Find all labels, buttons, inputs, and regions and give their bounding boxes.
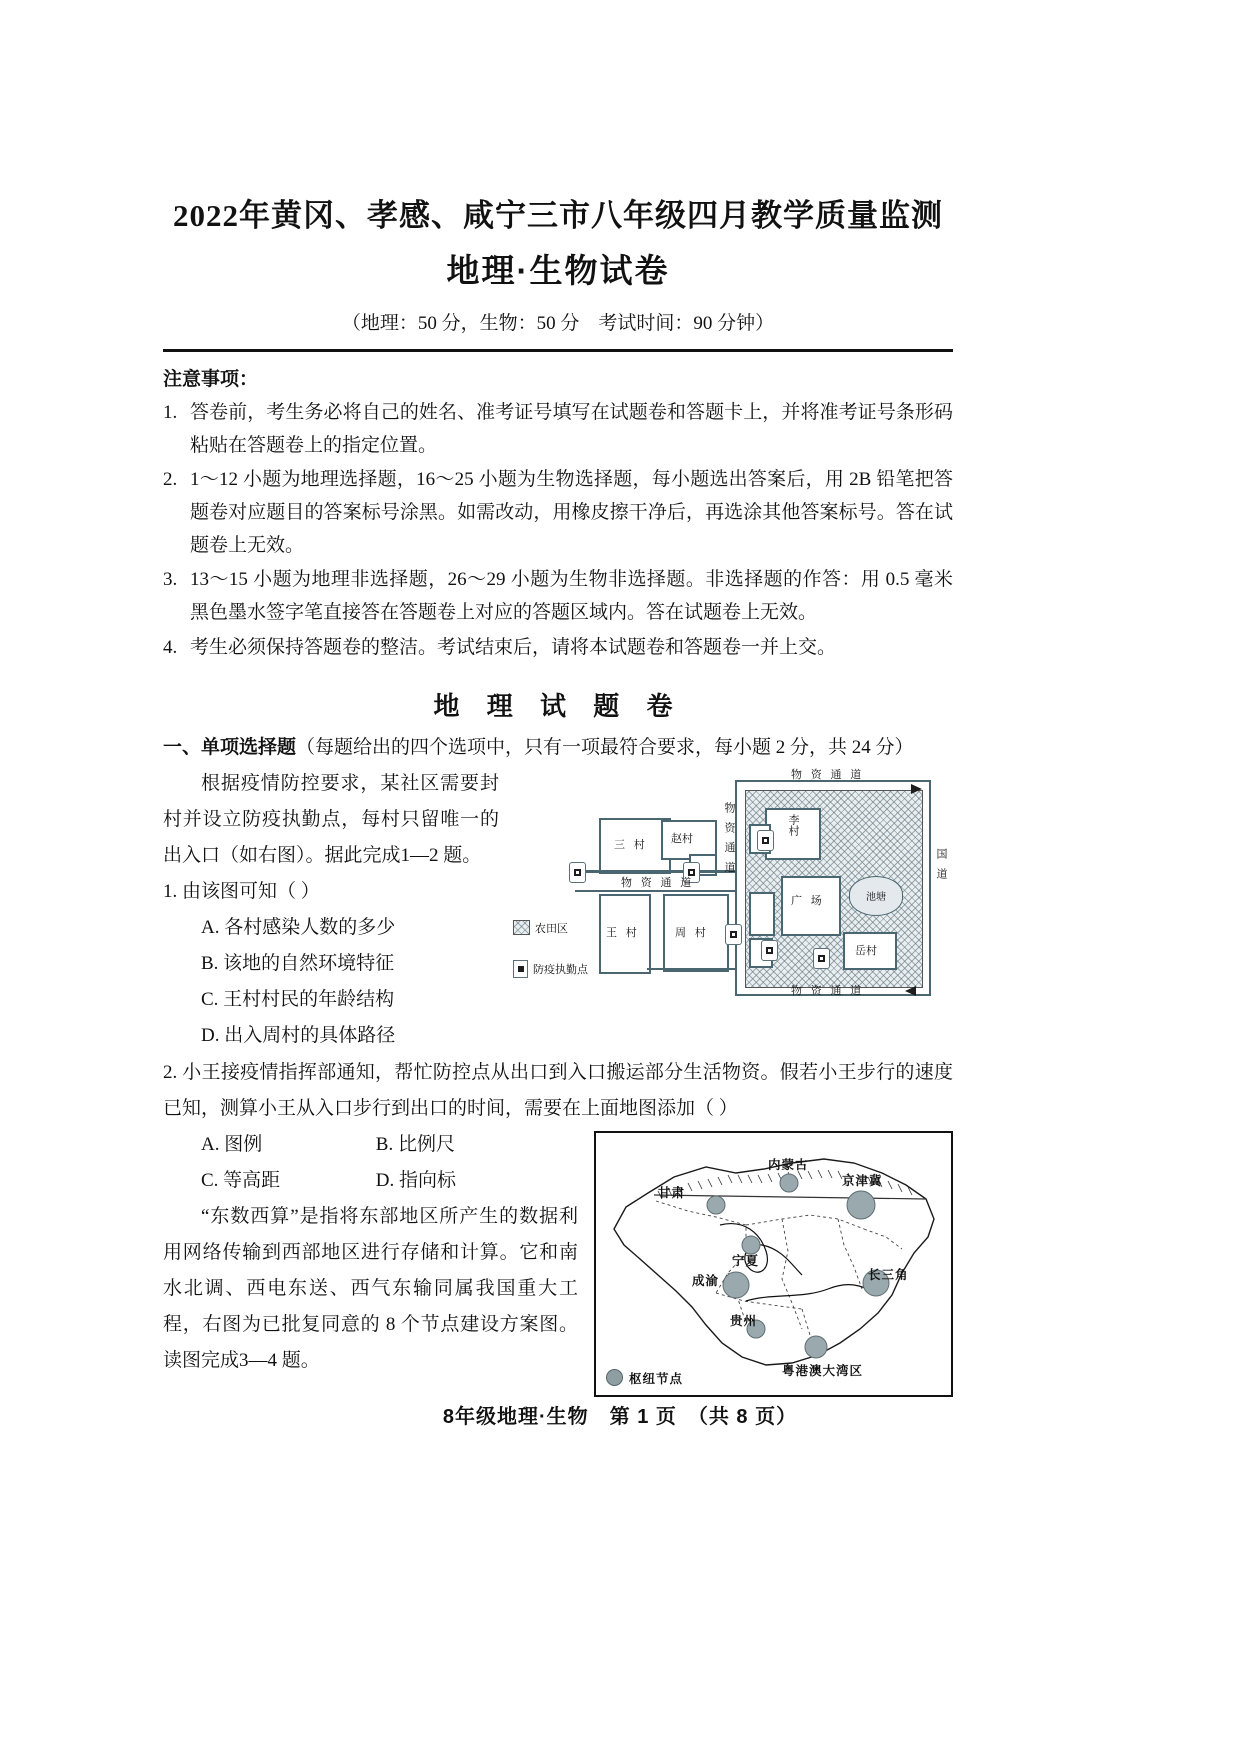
notice-text: 答卷前，考生务必将自己的姓名、准考证号填写在试题卷和答题卡上，并将准考证号条形码粘贴在答题卷上的指定位置。	[190, 402, 953, 456]
list-item	[163, 564, 953, 629]
square-label: 广 场	[791, 894, 825, 907]
legend-guard-post	[513, 960, 588, 978]
corridor-line-bottom-left	[647, 968, 737, 970]
exam-info: （地理：50 分，生物：50 分 考试时间：90 分钟）	[341, 313, 775, 334]
map-legend-label: 枢纽节点	[629, 1371, 684, 1386]
question-2-option-c[interactable]: C. 等高距	[201, 1169, 281, 1191]
question-2-option-b[interactable]: B. 比例尺	[375, 1133, 455, 1155]
china-node-map-figure	[594, 1131, 953, 1397]
farm-area-swatch	[513, 920, 530, 935]
section-one-heading	[163, 733, 953, 763]
question-1-stem: 1. 由该图可知（ ）	[163, 881, 320, 903]
list-item	[163, 397, 953, 462]
notice-heading: 注意事项：	[163, 369, 259, 390]
hub-node-yuegangao	[805, 1336, 827, 1358]
page-content	[163, 190, 953, 1401]
question-1-option-d[interactable]: D. 出入周村的具体路径	[201, 1025, 396, 1047]
map-legend	[606, 1369, 683, 1387]
legend-label-farm: 农田区	[535, 922, 568, 935]
passage-2: “东数西算”是指将东部地区所产生的数据利用网络传输到西部地区进行存储和计算。它和南水北调、西电东送、西气东输同属我国重大工程，右图为已批复同意的 8 个节点建设方案图。读图完成3—4 题。	[163, 1205, 578, 1372]
guard-post-icon	[569, 862, 586, 883]
list-item	[163, 632, 953, 665]
corridor-line-right	[929, 780, 931, 996]
section-one-desc: （每题给出的四个选项中，只有一项最符合要求，每小题 2 分，共 24 分）	[296, 737, 914, 759]
village-label-wang: 王 村	[606, 926, 640, 939]
hub-node-jingjinji	[847, 1191, 875, 1219]
corridor-label-vert-right: 国 道	[935, 847, 947, 882]
pond-label: 池塘	[866, 892, 886, 904]
question-1-option-a[interactable]: A. 各村感染人数的多少	[201, 917, 396, 939]
village-label-zhou: 周 村	[675, 926, 709, 939]
guard-post-icon	[813, 948, 830, 969]
legend-farm-area	[513, 920, 568, 936]
notice-text: 考生必须保持答题卷的整洁。考试结束后，请将本试题卷和答题卷一并上交。	[190, 636, 837, 658]
paper-section-title: 地 理 试 题 卷	[433, 691, 683, 722]
hub-node-chengyu	[723, 1272, 749, 1298]
map-label-ningxia: 宁夏	[732, 1253, 760, 1268]
question-2-stem: 2. 小王接疫情指挥部通知，帮忙防控点从出口到入口搬运部分生活物资。假若小王步行的速度已知，测算小王从入口步行到出口的时间，需要在上面地图添加（ ）	[163, 1061, 953, 1119]
village-label-yue: 岳村	[855, 944, 877, 957]
flow-arrow-left	[905, 986, 916, 996]
corridor-label-vert-left: 物 资 通 道	[723, 801, 735, 876]
notice-text: 13～15 小题为地理非选择题，26～29 小题为生物非选择题。非选择题的作答：用 0.5 毫米黑色墨水签字笔直接答在答题卷上对应的答题区域内。答在试题卷上无效。	[190, 569, 953, 624]
corridor-label-bottom: 物 资 通 道	[791, 984, 865, 997]
page-title: 2022年黄冈、孝感、咸宁三市八年级四月教学质量监测	[173, 198, 943, 233]
guard-post-icon	[757, 830, 774, 851]
guard-post-swatch	[513, 960, 528, 978]
guard-post-icon	[761, 940, 778, 961]
village-map-figure	[513, 768, 953, 1022]
inner-notch-b	[749, 892, 775, 936]
pond-shape	[849, 876, 903, 916]
hub-node-neimenggu	[780, 1174, 798, 1192]
question-1-option-c[interactable]: C. 王村村民的年龄结构	[201, 989, 395, 1011]
notice-number: 4.	[163, 636, 178, 658]
question-2-option-d[interactable]: D. 指向标	[375, 1169, 457, 1191]
map-label-gansu: 甘肃	[658, 1185, 686, 1200]
corridor-line-mid	[575, 870, 735, 873]
village-label-san: 三 村	[614, 838, 648, 851]
notice-list	[163, 397, 953, 664]
notice-number: 3.	[163, 569, 178, 591]
header-divider	[163, 349, 953, 352]
village-label-li: 李村	[787, 813, 799, 836]
notice-number: 1.	[163, 402, 178, 423]
legend-label-guard: 防疫执勤点	[533, 963, 588, 976]
notice-text: 1～12 小题为地理选择题，16～25 小题为生物选择题，每小题选出答案后，用 2B 铅笔把答题卷对应题目的答案标号涂黑。如需改动，用橡皮擦干净后，再选涂其他答案标号。答在试题卷上无效。	[190, 469, 953, 556]
map-label-neimenggu: 内蒙古	[768, 1157, 809, 1172]
passage-1: 根据疫情防控要求，某社区需要封村并设立防疫执勤点，每村只留唯一的出入口（如右图）。据此完成1—2 题。	[163, 772, 499, 866]
map-label-chengyu: 成渝	[692, 1273, 720, 1288]
page-footer: 8年级地理·生物 第 1 页 （共 8 页）	[442, 1406, 798, 1428]
question-2-option-a[interactable]: A. 图例	[201, 1133, 263, 1155]
list-item	[163, 464, 953, 562]
corridor-line-lower	[575, 890, 735, 892]
map-label-guizhou: 贵州	[730, 1313, 758, 1328]
corridor-label-top: 物 资 通 道	[791, 768, 865, 781]
map-label-yuegangao: 粤港澳大湾区	[782, 1363, 864, 1378]
flow-arrow-right	[911, 784, 922, 794]
map-label-changsanjiao: 长三角	[868, 1267, 909, 1282]
map-label-jingjinji: 京津冀	[842, 1173, 883, 1188]
hub-node-swatch	[606, 1369, 623, 1386]
section-one-label: 一、单项选择题	[163, 737, 297, 759]
subject-title: 地理·生物试卷	[446, 252, 670, 289]
notice-number: 2.	[163, 469, 178, 491]
guard-post-icon	[725, 924, 742, 945]
hub-node-gansu	[707, 1196, 725, 1214]
question-1-option-b[interactable]: B. 该地的自然环境特征	[201, 953, 395, 975]
village-label-zhao: 赵村	[671, 832, 693, 845]
corridor-label-left: 物 资 通 道	[621, 876, 695, 889]
